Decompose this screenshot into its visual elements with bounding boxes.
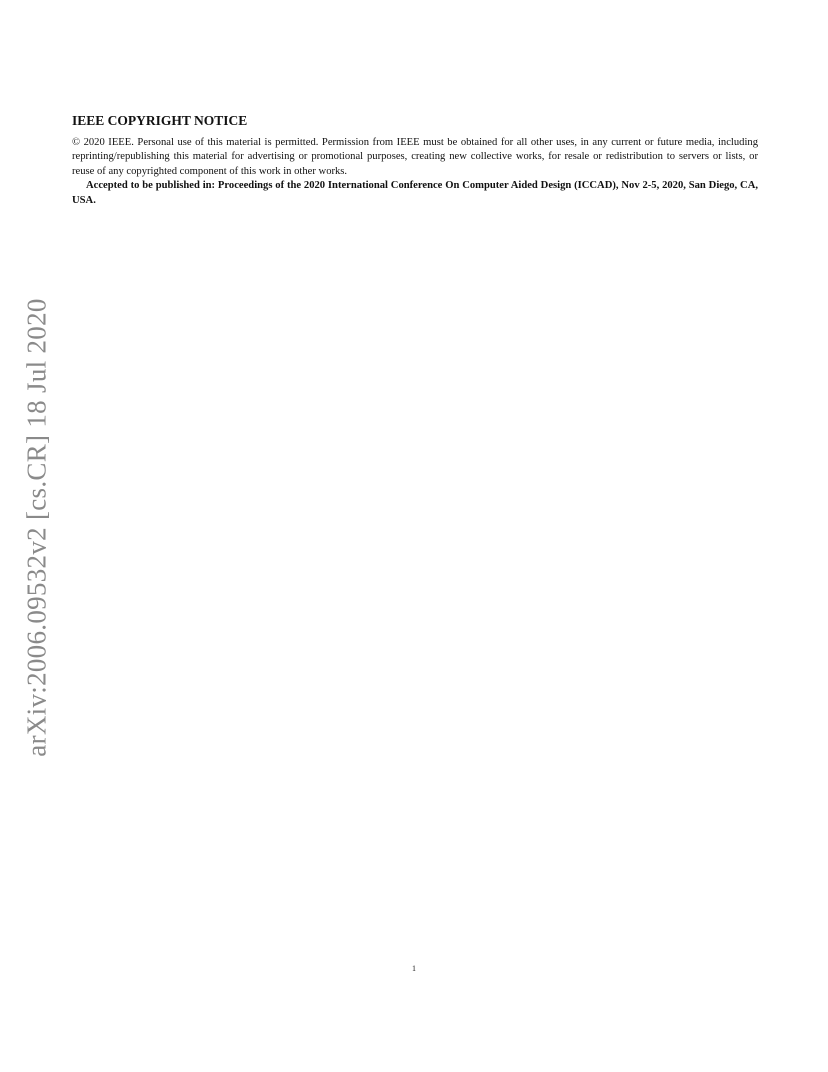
arxiv-identifier-stamp <box>17 296 57 758</box>
notice-title: IEEE COPYRIGHT NOTICE <box>72 113 248 128</box>
copyright-notice <box>72 112 758 208</box>
notice-accepted-statement: Accepted to be published in: Proceedings of the 2020 International Conference On Computer Aided Design (ICCAD), Nov 2-5, 2020, San Diego, CA, USA. <box>72 180 758 206</box>
arxiv-identifier-text: arXiv:2006.09532v2 [cs.CR] 18 Jul 2020 <box>21 297 52 757</box>
notice-body: © 2020 IEEE. Personal use of this material is permitted. Permission from IEEE must be obtained for all other uses, in any current or future media, including reprinting/republishing this material for advertising or promotional purposes, creating new collective works, for resale or redistribution to servers or lists, or reuse of any copyrighted component of this work in other works. <box>72 137 758 177</box>
page-number: 1 <box>412 964 416 973</box>
